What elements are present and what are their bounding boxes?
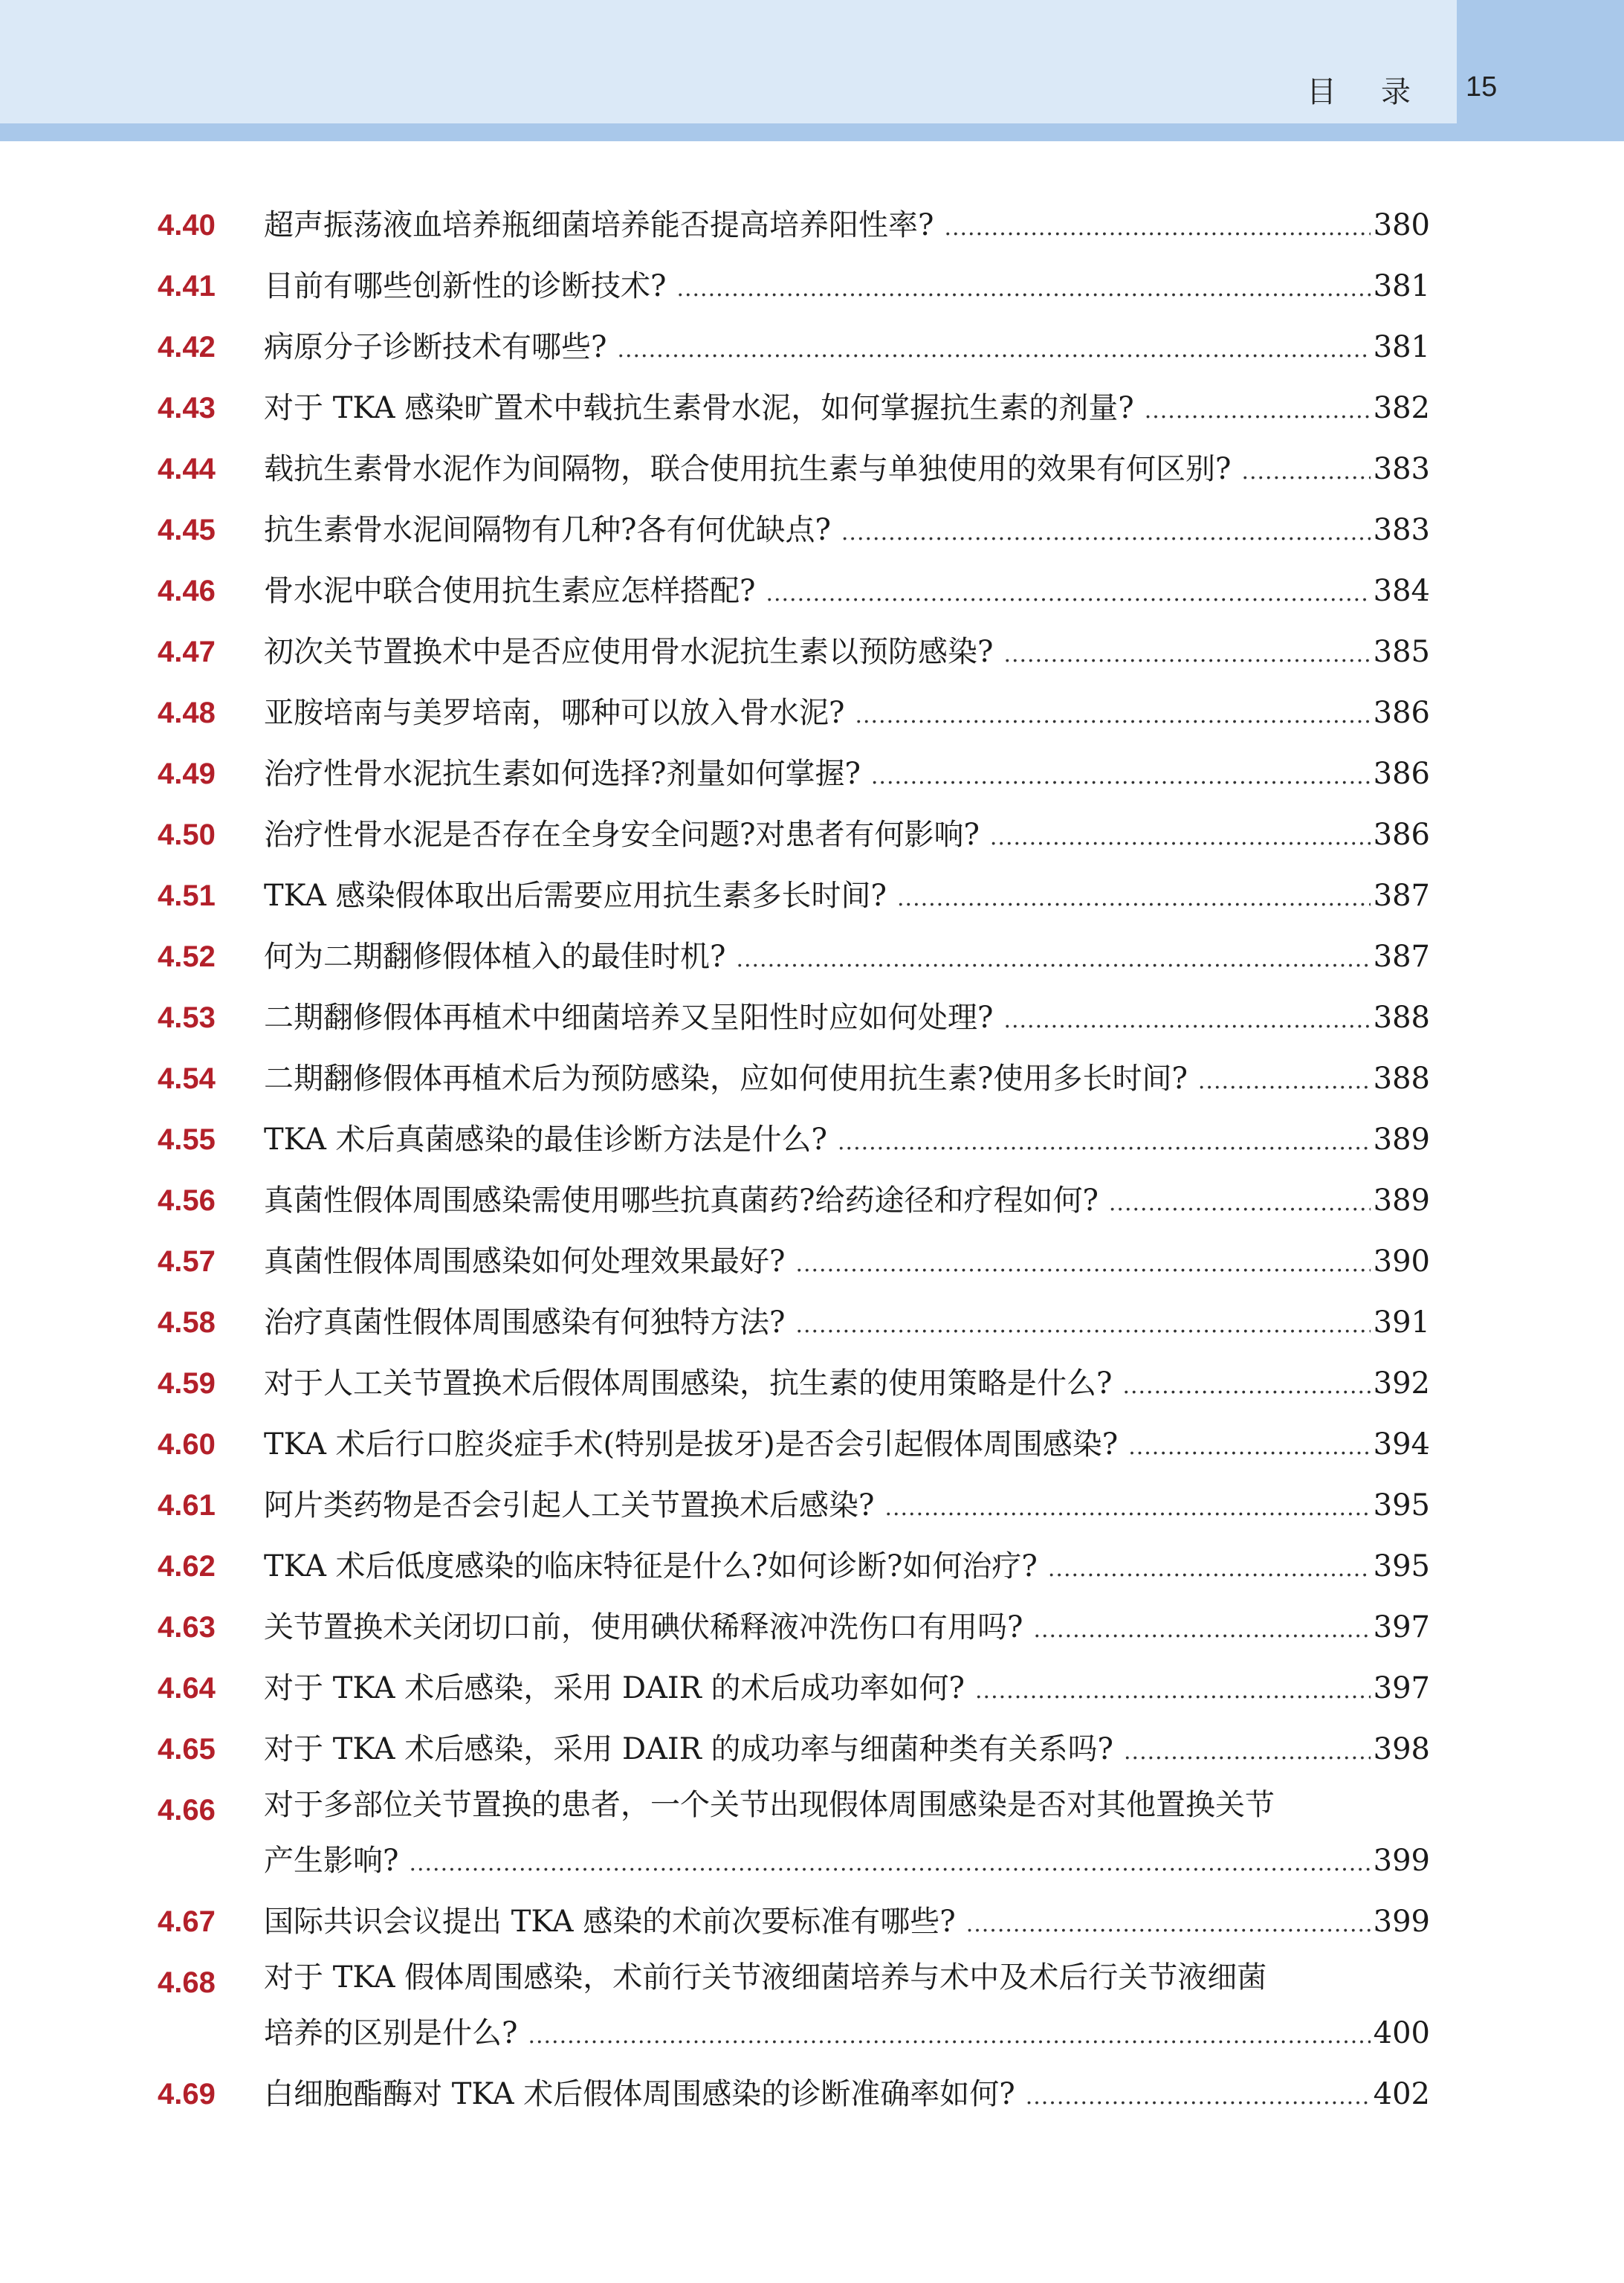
dot-leader [1048, 1539, 1371, 1600]
entry-title: 二期翻修假体再植术后为预防感染，应如何使用抗生素?使用多长时间? [264, 1062, 1188, 1096]
entry-number: 4.47 [158, 636, 216, 668]
entry-page-number: 383 [1373, 513, 1430, 547]
toc-entry[interactable] [158, 743, 1430, 804]
entry-number: 4.66 [158, 1794, 216, 1827]
dot-leader [528, 2006, 1370, 2067]
entry-title: 治疗性骨水泥抗生素如何选择?剂量如何掌握? [264, 757, 861, 791]
entry-page-number: 397 [1373, 1671, 1430, 1705]
entry-number: 4.62 [158, 1550, 216, 1583]
dot-leader [841, 503, 1371, 564]
entry-page-number: 381 [1373, 269, 1430, 303]
entry-body [264, 682, 1430, 743]
entry-body [264, 256, 1430, 317]
entry-number: 4.52 [158, 940, 216, 973]
entry-page-number: 392 [1373, 1366, 1430, 1401]
dot-leader [617, 320, 1370, 381]
dot-leader [766, 564, 1370, 624]
entry-number: 4.64 [158, 1672, 216, 1705]
entry-page-number: 387 [1373, 879, 1430, 913]
entry-page-number: 402 [1373, 2077, 1430, 2111]
entry-title: 白细胞酯酶对 TKA 术后假体周围感染的诊断准确率如何? [264, 2077, 1015, 2111]
entry-number: 4.69 [158, 2078, 216, 2111]
page-number: 15 [1466, 71, 1498, 103]
toc-entry[interactable] [158, 804, 1430, 865]
entry-number: 4.53 [158, 1001, 216, 1034]
dot-leader [966, 1894, 1371, 1955]
entry-body [264, 621, 1430, 682]
entry-title: TKA 术后低度感染的临床特征是什么?如何诊断?如何治疗? [264, 1549, 1038, 1583]
entry-number: 4.60 [158, 1428, 216, 1461]
entry-body [264, 1231, 1430, 1292]
entry-body [264, 1658, 1430, 1719]
entry-body [264, 500, 1430, 561]
dot-leader [1124, 1722, 1371, 1783]
entry-title: 超声振荡液血培养瓶细菌培养能否提高培养阳性率? [264, 208, 934, 242]
entry-title: 目前有哪些创新性的诊断技术? [264, 269, 667, 303]
entry-title: 治疗真菌性假体周围感染有何独特方法? [264, 1305, 786, 1340]
header-rule [0, 123, 1624, 141]
entry-body [264, 1780, 1430, 1891]
entry-page-number: 383 [1373, 452, 1430, 486]
entry-body [264, 378, 1430, 439]
entry-title: 对于人工关节置换术后假体周围感染，抗生素的使用策略是什么? [264, 1366, 1113, 1401]
entry-body [264, 1719, 1430, 1780]
entry-page-number: 389 [1373, 1184, 1430, 1218]
entry-title: 阿片类药物是否会引起人工关节置换术后感染? [264, 1488, 875, 1522]
dot-leader [884, 1478, 1370, 1539]
entry-title: 对于多部位关节置换的患者，一个关节出现假体周围感染是否对其他置换关节 [264, 1788, 1275, 1822]
table-of-contents [158, 195, 1430, 2125]
entry-number: 4.45 [158, 514, 216, 546]
entry-number: 4.68 [158, 1966, 216, 1999]
dot-leader [838, 1112, 1371, 1173]
entry-title: 病原分子诊断技术有哪些? [264, 330, 607, 364]
entry-title: TKA 术后真菌感染的最佳诊断方法是什么? [264, 1123, 827, 1157]
entry-title: 治疗性骨水泥是否存在全身安全问题?对患者有何影响? [264, 818, 980, 852]
entry-title: 真菌性假体周围感染如何处理效果最好? [264, 1244, 786, 1279]
toc-entry[interactable] [158, 378, 1430, 439]
dot-leader [795, 1234, 1370, 1295]
entry-number: 4.40 [158, 209, 216, 242]
entry-title: 对于 TKA 术后感染，采用 DAIR 的成功率与细菌种类有关系吗? [264, 1732, 1114, 1766]
entry-page-number: 395 [1373, 1488, 1430, 1522]
dot-leader [676, 259, 1370, 320]
dot-leader [1241, 442, 1370, 503]
dot-leader [855, 685, 1370, 746]
entry-page-number: 387 [1373, 940, 1430, 974]
dot-leader [795, 1295, 1370, 1356]
entry-body [264, 1414, 1430, 1475]
toc-entry[interactable] [158, 195, 1430, 256]
entry-number: 4.63 [158, 1611, 216, 1644]
entry-page-number: 390 [1373, 1244, 1430, 1279]
entry-title-continued: 产生影响? [264, 1844, 399, 1878]
entry-body [264, 317, 1430, 378]
entry-title: 国际共识会议提出 TKA 感染的术前次要标准有哪些? [264, 1905, 956, 1939]
entry-number: 4.51 [158, 879, 216, 912]
entry-page-number: 381 [1373, 330, 1430, 364]
running-header-section: 目录 [1307, 75, 1455, 109]
dot-leader [871, 746, 1371, 807]
entry-title: 亚胺培南与美罗培南，哪种可以放入骨水泥? [264, 696, 845, 730]
entry-page-number: 386 [1373, 696, 1430, 730]
entry-page-number: 380 [1373, 208, 1430, 242]
toc-entry[interactable] [158, 1292, 1430, 1353]
dot-leader [1003, 624, 1370, 685]
entry-number: 4.41 [158, 270, 216, 303]
entry-title: 何为二期翻修假体植入的最佳时机? [264, 940, 726, 974]
dot-leader [1109, 1173, 1371, 1234]
entry-body [264, 743, 1430, 804]
dot-leader [1145, 381, 1371, 442]
entry-body [264, 1597, 1430, 1658]
entry-number: 4.65 [158, 1733, 216, 1766]
dot-leader [990, 807, 1371, 868]
entry-title: 关节置换术关闭切口前，使用碘伏稀释液冲洗伤口有用吗? [264, 1610, 1023, 1644]
toc-entry[interactable] [158, 317, 1430, 378]
dot-leader [944, 198, 1370, 259]
entry-page-number: 382 [1373, 391, 1430, 425]
entry-number: 4.50 [158, 818, 216, 851]
toc-entry[interactable] [158, 1231, 1430, 1292]
toc-entry[interactable] [158, 256, 1430, 317]
entry-body [264, 1475, 1430, 1536]
toc-entry[interactable] [158, 621, 1430, 682]
toc-entry[interactable] [158, 1891, 1430, 1952]
entry-page-number: 391 [1373, 1305, 1430, 1340]
dot-leader [1198, 1051, 1371, 1112]
entry-number: 4.55 [158, 1123, 216, 1156]
entry-body [264, 1109, 1430, 1170]
entry-body [264, 1952, 1430, 2064]
toc-entry[interactable] [158, 439, 1430, 500]
entry-number: 4.56 [158, 1184, 216, 1217]
entry-body [264, 561, 1430, 621]
entry-title: 骨水泥中联合使用抗生素应怎样搭配? [264, 574, 756, 608]
entry-page-number: 385 [1373, 635, 1430, 669]
toc-entry[interactable] [158, 2064, 1430, 2125]
entry-page-number: 386 [1373, 757, 1430, 791]
entry-title: 对于 TKA 感染旷置术中载抗生素骨水泥，如何掌握抗生素的剂量? [264, 391, 1134, 425]
entry-number: 4.49 [158, 758, 216, 790]
entry-page-number: 399 [1373, 1844, 1430, 1878]
toc-entry[interactable] [158, 1170, 1430, 1231]
entry-page-number: 394 [1373, 1427, 1430, 1462]
dot-leader [1003, 990, 1370, 1051]
entry-title: 真菌性假体周围感染需使用哪些抗真菌药?给药途径和疗程如何? [264, 1184, 1099, 1218]
entry-title: 抗生素骨水泥间隔物有几种?各有何优缺点? [264, 513, 831, 547]
entry-number: 4.48 [158, 697, 216, 729]
toc-entry[interactable] [158, 1597, 1430, 1658]
entry-number: 4.57 [158, 1245, 216, 1278]
entry-title: 载抗生素骨水泥作为间隔物，联合使用抗生素与单独使用的效果有何区别? [264, 452, 1232, 486]
entry-number: 4.44 [158, 453, 216, 485]
dot-leader [1026, 2067, 1371, 2128]
toc-entry[interactable] [158, 1414, 1430, 1475]
entry-title: 初次关节置换术中是否应使用骨水泥抗生素以预防感染? [264, 635, 994, 669]
toc-entry[interactable] [158, 500, 1430, 561]
entry-body [264, 1170, 1430, 1231]
entry-title: TKA 术后行口腔炎症手术(特别是拔牙)是否会引起假体周围感染? [264, 1427, 1119, 1462]
toc-entry[interactable] [158, 1109, 1430, 1170]
entry-page-number: 384 [1373, 574, 1430, 608]
entry-body [264, 987, 1430, 1048]
toc-entry[interactable] [158, 1719, 1430, 1780]
entry-body [264, 1891, 1430, 1952]
entry-number: 4.61 [158, 1489, 216, 1522]
entry-page-number: 386 [1373, 818, 1430, 852]
dot-leader [1033, 1600, 1370, 1661]
entry-number: 4.58 [158, 1306, 216, 1339]
entry-title: TKA 感染假体取出后需要应用抗生素多长时间? [264, 879, 887, 913]
entry-title-continued: 培养的区别是什么? [264, 2016, 518, 2050]
entry-page-number: 395 [1373, 1549, 1430, 1583]
entry-number: 4.67 [158, 1905, 216, 1938]
entry-body [264, 439, 1430, 500]
entry-page-number: 388 [1373, 1062, 1430, 1096]
entry-body [264, 804, 1430, 865]
page-number-tab [1457, 0, 1624, 141]
entry-body [264, 2064, 1430, 2125]
toc-entry[interactable] [158, 1952, 1430, 2064]
toc-entry[interactable] [158, 1048, 1430, 1109]
entry-body [264, 865, 1430, 926]
entry-page-number: 397 [1373, 1610, 1430, 1644]
entry-number: 4.42 [158, 331, 216, 364]
dot-leader [975, 1661, 1371, 1722]
dot-leader [736, 929, 1370, 990]
entry-number: 4.46 [158, 575, 216, 607]
toc-entry[interactable] [158, 926, 1430, 987]
toc-entry[interactable] [158, 1780, 1430, 1891]
entry-body [264, 1536, 1430, 1597]
entry-page-number: 399 [1373, 1905, 1430, 1939]
dot-leader [409, 1833, 1370, 1894]
header-band [0, 0, 1457, 123]
entry-page-number: 388 [1373, 1001, 1430, 1035]
entry-number: 4.54 [158, 1062, 216, 1095]
dot-leader [1122, 1356, 1370, 1417]
entry-title: 对于 TKA 假体周围感染，术前行关节液细菌培养与术中及术后行关节液细菌 [264, 1960, 1267, 1995]
entry-body [264, 1353, 1430, 1414]
toc-entry[interactable] [158, 865, 1430, 926]
dot-leader [1128, 1417, 1370, 1478]
toc-entry[interactable] [158, 1536, 1430, 1597]
dot-leader [897, 868, 1371, 929]
toc-entry[interactable] [158, 561, 1430, 621]
entry-body [264, 1292, 1430, 1353]
entry-body [264, 926, 1430, 987]
entry-page-number: 389 [1373, 1123, 1430, 1157]
entry-title: 对于 TKA 术后感染，采用 DAIR 的术后成功率如何? [264, 1671, 965, 1705]
toc-entry[interactable] [158, 682, 1430, 743]
toc-entry[interactable] [158, 987, 1430, 1048]
toc-entry[interactable] [158, 1353, 1430, 1414]
entry-body [264, 1048, 1430, 1109]
entry-body [264, 195, 1430, 256]
entry-page-number: 398 [1373, 1732, 1430, 1766]
entry-number: 4.59 [158, 1367, 216, 1400]
toc-entry[interactable] [158, 1475, 1430, 1536]
entry-page-number: 400 [1373, 2016, 1430, 2050]
entry-number: 4.43 [158, 392, 216, 424]
entry-title: 二期翻修假体再植术中细菌培养又呈阳性时应如何处理? [264, 1001, 994, 1035]
toc-entry[interactable] [158, 1658, 1430, 1719]
